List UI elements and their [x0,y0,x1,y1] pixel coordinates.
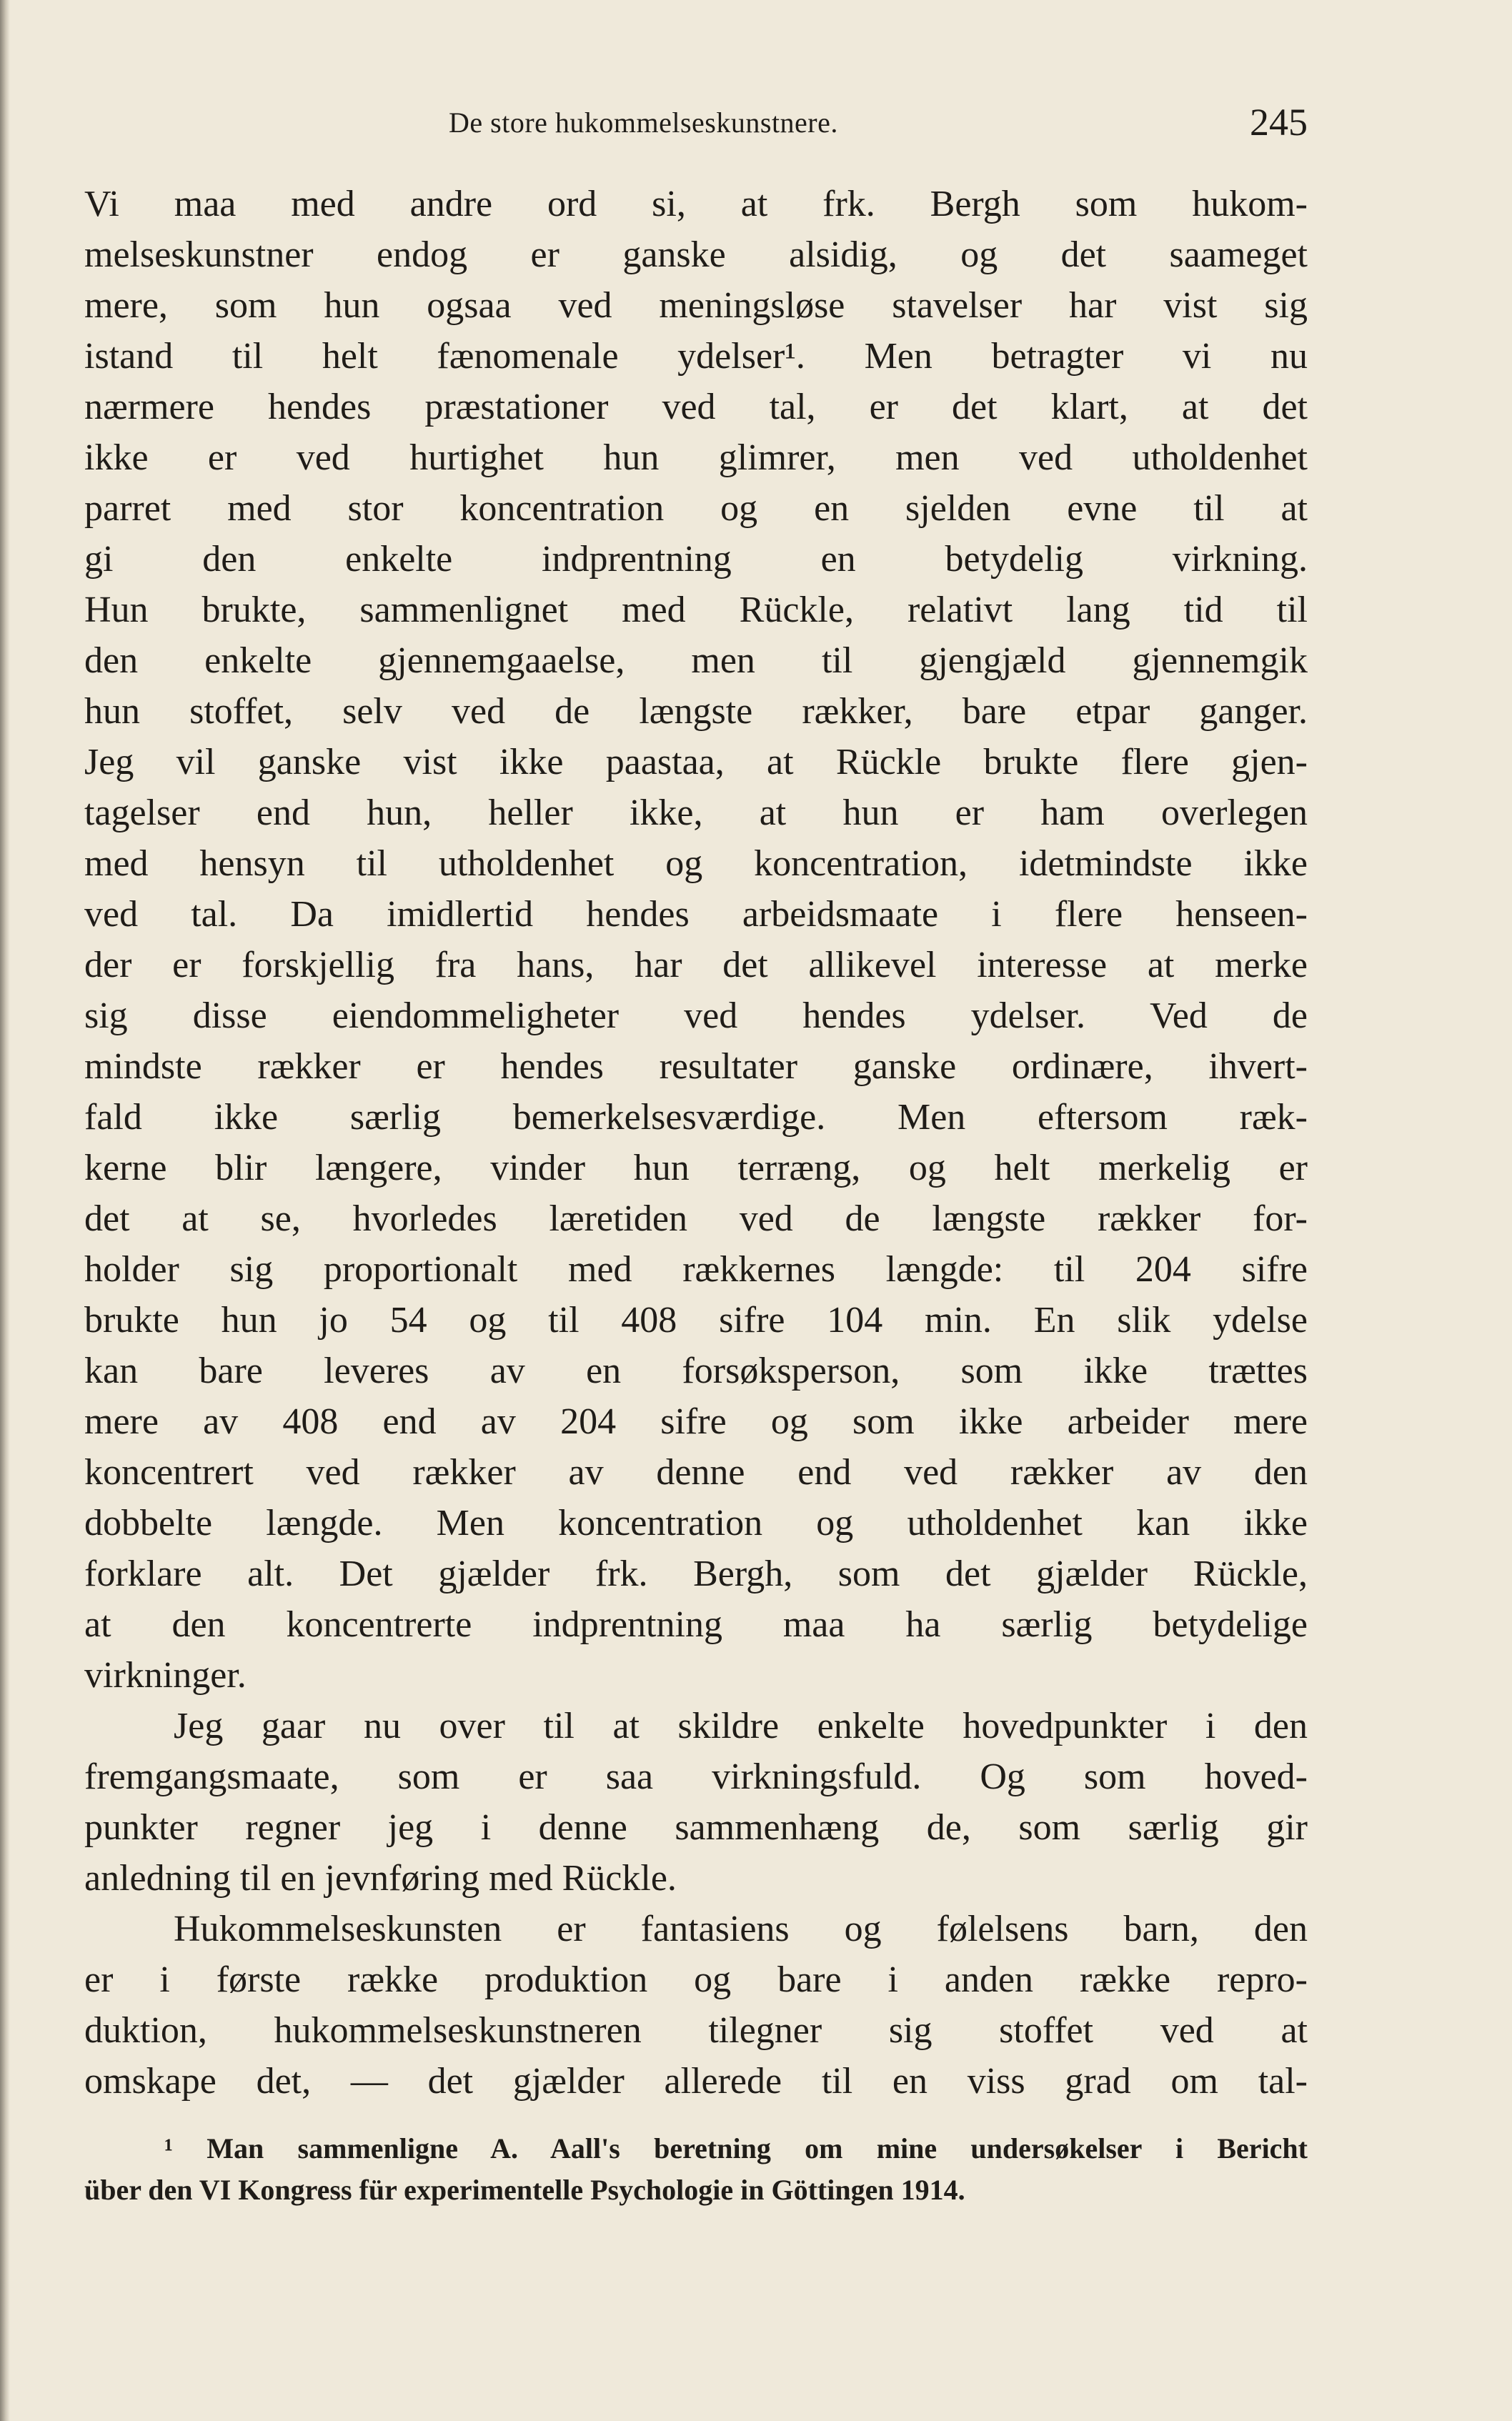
text-line: ved tal. Da imidlertid hendes arbeidsmaate i flere henseen- [84,894,1308,935]
body-text [84,179,1308,2107]
text-line: duktion, hukommelseskunstneren tilegner sig stoffet ved at [84,2010,1308,2051]
text-line-paragraph-end: anledning til en jevnføring med Rückle. [84,1858,677,1899]
text-line: brukte hun jo 54 og til 408 sifre 104 min. En slik ydelse [84,1300,1308,1341]
text-line-paragraph-start: Jeg gaar nu over til at skildre enkelte hovedpunkter i den [174,1706,1308,1746]
text-line: melseskunstner endog er ganske alsidig, og det saameget [84,234,1308,275]
text-line: at den koncentrerte indprentning maa ha særlig betydelige [84,1604,1308,1645]
page-number: 245 [1250,101,1308,144]
text-line: omskape det, — det gjælder allerede til en viss grad om tal- [84,2061,1308,2102]
text-line: kan bare leveres av en forsøksperson, som ikke trættes [84,1351,1308,1391]
running-title: De store hukommelseskunstnere. [449,106,838,139]
text-line: fremgangsmaate, som er saa virkningsfuld. Og som hoved- [84,1756,1308,1797]
footnote-line: ¹ Man sammenligne A. Aall's beretning om mine undersøkelser i Bericht [164,2132,1308,2164]
text-line: forklare alt. Det gjælder frk. Bergh, som det gjælder Rückle, [84,1553,1308,1594]
text-line: mindste rækker er hendes resultater ganske ordinære, ihvert- [84,1046,1308,1087]
footnote-line: über den VI Kongress für experimentelle Psychologie in Göttingen 1914. [84,2174,965,2206]
text-line-paragraph-end: virkninger. [84,1655,247,1696]
text-line: mere, som hun ogsaa ved meningsløse stavelser har vist sig [84,285,1308,326]
text-line: tagelser end hun, heller ikke, at hun er ham overlegen [84,792,1308,833]
page-edge-shadow [0,0,10,2421]
text-line: parret med stor koncentration og en sjelden evne til at [84,488,1308,529]
running-head [84,100,1308,157]
text-line: sig disse eiendommeligheter ved hendes ydelser. Ved de [84,995,1308,1036]
text-line: dobbelte længde. Men koncentration og utholdenhet kan ikke [84,1503,1308,1543]
text-line: ikke er ved hurtighet hun glimrer, men ved utholdenhet [84,437,1308,478]
text-line: mere av 408 end av 204 sifre og som ikke arbeider mere [84,1401,1308,1442]
text-line: holder sig proportionalt med rækkernes længde: til 204 sifre [84,1249,1308,1290]
footnotes [84,2128,1308,2211]
text-line: koncentrert ved rækker av denne end ved rækker av den [84,1452,1308,1493]
text-line: hun stoffet, selv ved de længste rækker, bare etpar ganger. [84,691,1308,732]
text-line: det at se, hvorledes læretiden ved de længste rækker for- [84,1198,1308,1239]
text-line: Hun brukte, sammenlignet med Rückle, relativt lang tid til [84,590,1308,630]
text-line: er i første række produktion og bare i anden række repro- [84,1959,1308,2000]
text-line: nærmere hendes præstationer ved tal, er det klart, at det [84,387,1308,427]
text-line: med hensyn til utholdenhet og koncentration, idetmindste ikke [84,843,1308,884]
text-line: kerne blir længere, vinder hun terræng, og helt merkelig er [84,1148,1308,1188]
text-line: fald ikke særlig bemerkelsesværdige. Men eftersom ræk- [84,1097,1308,1138]
text-line: den enkelte gjennemgaaelse, men til gjengjæld gjennemgik [84,640,1308,681]
text-line: Vi maa med andre ord si, at frk. Bergh som hukom- [84,184,1308,224]
text-line: punkter regner jeg i denne sammenhæng de, som særlig gir [84,1807,1308,1848]
text-line-paragraph-start: Hukommelseskunsten er fantasiens og følelsens barn, den [174,1909,1308,1949]
text-line: der er forskjellig fra hans, har det allikevel interesse at merke [84,945,1308,985]
text-line: Jeg vil ganske vist ikke paastaa, at Rückle brukte flere gjen- [84,742,1308,782]
text-line: gi den enkelte indprentning en betydelig virkning. [84,539,1308,580]
text-line: istand til helt fænomenale ydelser¹. Men betragter vi nu [84,336,1308,377]
